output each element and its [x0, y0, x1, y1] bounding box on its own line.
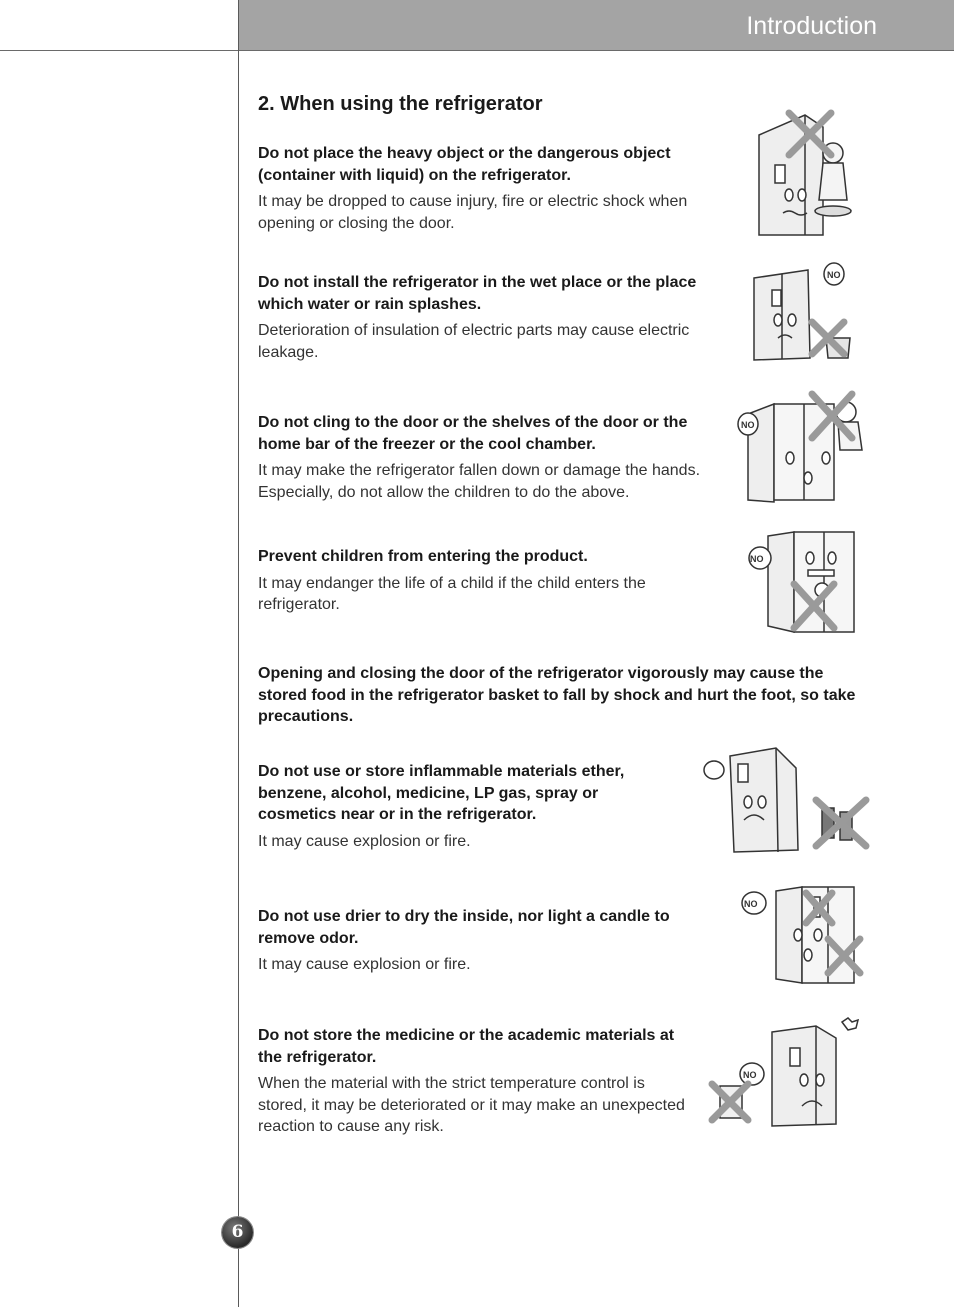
warning-item — [258, 1025, 693, 1138]
warning-heading: Opening and closing the door of the refrigerator vigorously may cause the stored food in the refrigerator basket to fall by shock and hurt the foot, so take precautions. — [258, 665, 856, 725]
page-number: 6 — [222, 1217, 253, 1248]
no-label: NO — [827, 270, 841, 280]
warning-heading: Do not use or store inflammable materials ether, benzene, alcohol, medicine, LP gas, spray or cosmetics near or in the refrigerator. — [258, 763, 625, 823]
warning-item — [258, 761, 653, 852]
refrigerator-drier-candle-icon — [728, 883, 868, 993]
warning-heading: Do not install the refrigerator in the wet place or the place which water or rain splashes. — [258, 274, 697, 313]
warning-heading: Do not place the heavy object or the dangerous object (container with liquid) on the refrigerator. — [258, 145, 671, 184]
refrigerator-child-inside-icon — [728, 528, 863, 638]
header-divider — [0, 50, 954, 51]
no-label: NO — [744, 899, 758, 909]
warning-body: It may make the refrigerator fallen down or damage the hands. Especially, do not allow the children to do the above. — [258, 462, 701, 501]
refrigerator-wet-place-icon — [738, 258, 863, 368]
refrigerator-heavy-object-icon — [745, 105, 860, 240]
refrigerator-medicine-icon — [706, 1014, 866, 1129]
warning-body: It may cause explosion or fire. — [258, 832, 471, 850]
no-label: NO — [741, 420, 755, 430]
no-label: NO — [750, 554, 764, 564]
section-title: 2. When using the refrigerator — [258, 93, 543, 115]
warning-item — [258, 143, 708, 234]
refrigerator-cling-door-icon — [728, 388, 878, 506]
warning-body: When the material with the strict temperature control is stored, it may be deteriorated or it may make an unexpected reaction to cause any risk. — [258, 1075, 685, 1135]
warning-item — [258, 663, 873, 728]
warning-heading: Do not use drier to dry the inside, nor light a candle to remove odor. — [258, 908, 670, 947]
warning-body: Deterioration of insulation of electric parts may cause electric leakage. — [258, 322, 690, 361]
warning-item — [258, 412, 713, 503]
no-label: NO — [743, 1070, 757, 1080]
warning-item — [258, 272, 713, 363]
warning-heading: Do not cling to the door or the shelves of the door or the home bar of the freezer or the cool chamber. — [258, 414, 688, 453]
warning-heading: Prevent children from entering the product. — [258, 548, 588, 565]
header-band — [239, 0, 954, 50]
warning-body: It may be dropped to cause injury, fire or electric shock when opening or closing the door. — [258, 193, 688, 232]
margin-divider — [238, 0, 239, 1307]
warning-heading: Do not store the medicine or the academic materials at the refrigerator. — [258, 1027, 675, 1066]
header-title: Introduction — [746, 12, 877, 40]
warning-body: It may cause explosion or fire. — [258, 956, 471, 973]
warning-item — [258, 546, 678, 616]
refrigerator-flammable-icon — [700, 742, 875, 857]
warning-item — [258, 906, 693, 976]
warning-body: It may endanger the life of a child if the child enters the refrigerator. — [258, 574, 646, 613]
